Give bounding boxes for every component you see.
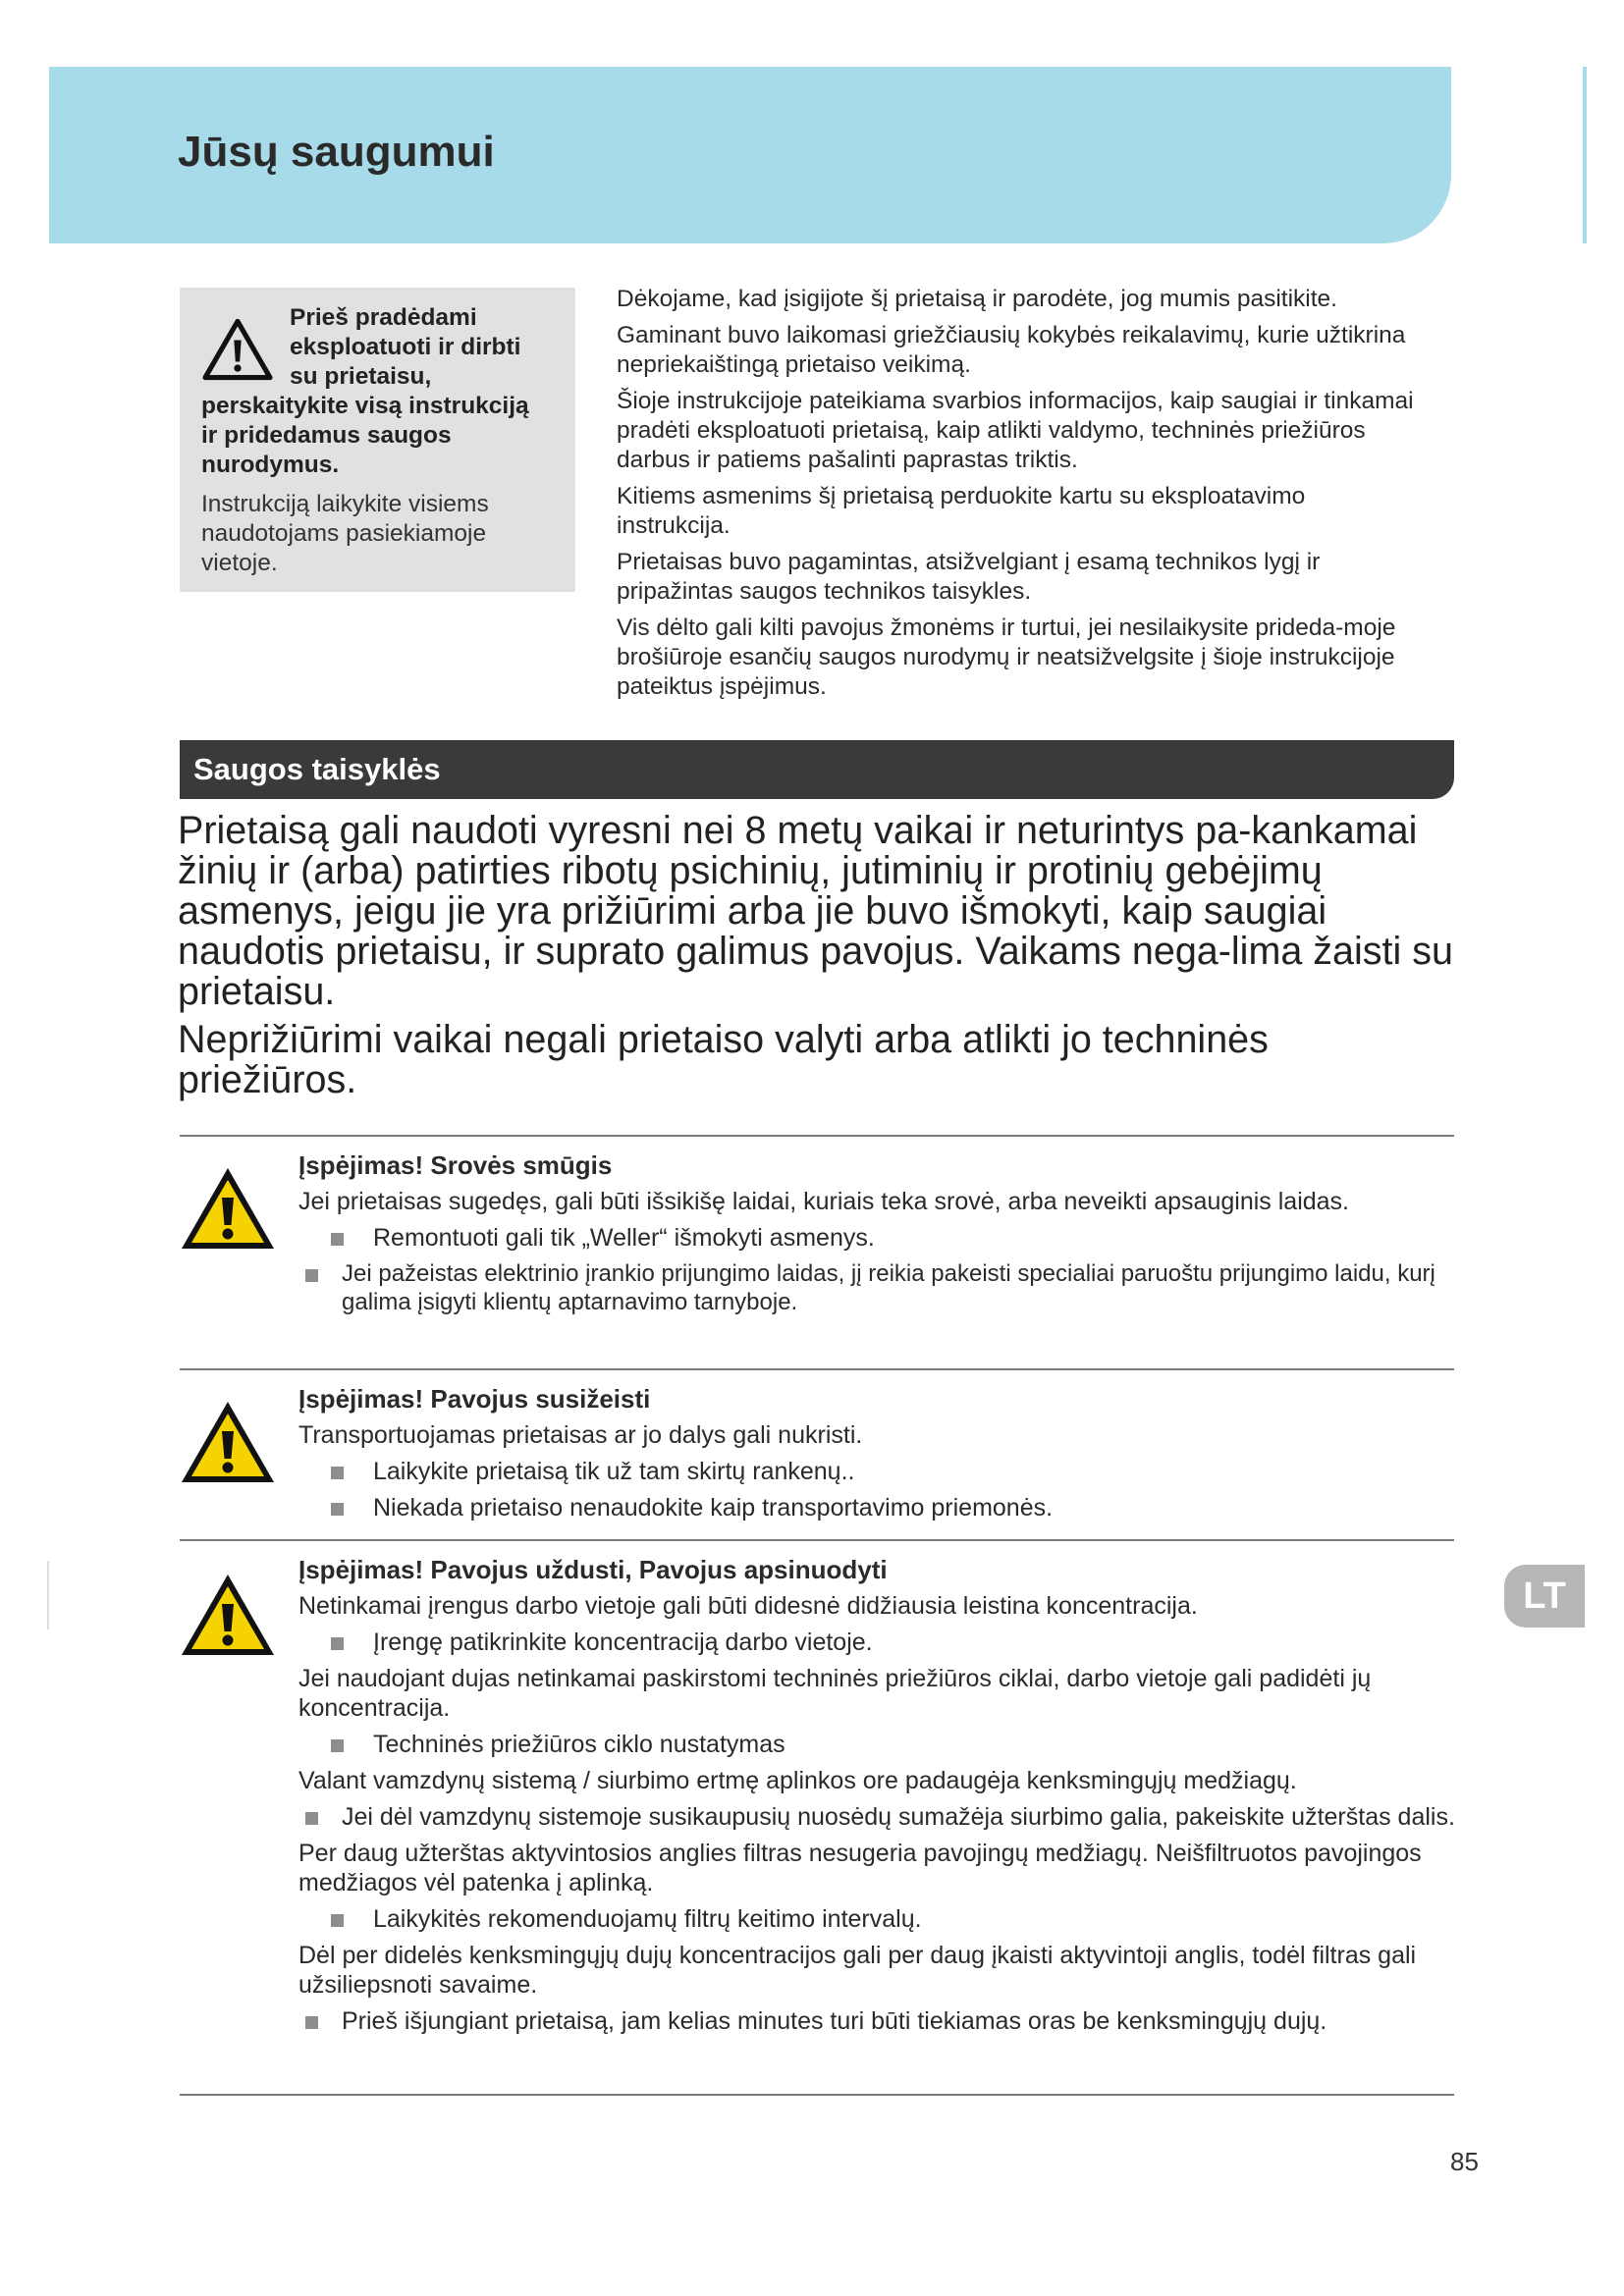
bullet-square bbox=[331, 1739, 344, 1752]
warning-electric-shock bbox=[298, 1150, 1457, 1323]
list-item: Techninės priežiūros ciklo nustatymas bbox=[298, 1730, 1457, 1759]
bullet-square bbox=[305, 2016, 318, 2029]
warning-text: Valant vamzdynų sistemą / siurbimo ertmę aplinkos ore padaugėja kenksmingųjų medžiagų. bbox=[298, 1767, 1297, 1794]
bullet-square bbox=[331, 1914, 344, 1927]
bullet-square bbox=[331, 1503, 344, 1516]
bullet-square bbox=[331, 1637, 344, 1650]
intro-paragraph: Prietaisas buvo pagamintas, atsižvelgiant į esamą technikos lygį ir pripažintas saugos technikos taisykles. bbox=[617, 549, 1321, 605]
bullet-square bbox=[331, 1233, 344, 1246]
warning-outline-icon bbox=[201, 317, 274, 382]
section-title: Saugos taisyklės bbox=[193, 752, 441, 786]
warning-injury bbox=[298, 1384, 1457, 1529]
divider bbox=[180, 1368, 1454, 1370]
bullet-square bbox=[305, 1269, 318, 1282]
section-bar bbox=[180, 740, 1454, 799]
warning-text: Transportuojamas prietaisas ar jo dalys gali nukristi. bbox=[298, 1421, 863, 1449]
warning-text: Per daug užterštas aktyvintosios anglies filtras nesugeria pavojingų medžiagų. Neišfiltruotos pavojingos medžiagos vėl patenka į aplinką. bbox=[298, 1840, 1422, 1896]
intro-paragraph: Dėkojame, kad įsigijote šį prietaisą ir parodėte, jog mumis pasitikite. bbox=[617, 286, 1337, 312]
edge-line bbox=[1583, 67, 1587, 243]
edge-line-left bbox=[47, 1561, 49, 1629]
intro-paragraph: Šioje instrukcijoje pateikiama svarbios informacijos, kaip saugiai ir tinkamai pradėti eksploatuoti prietaisą, kaip atlikti valdymo, techninės priežiūros darbus ir patiems pašalinti paprastas triktis. bbox=[617, 388, 1414, 473]
rules-paragraph: Neprižiūrimi vaikai negali prietaiso valyti arba atlikti jo techninės priežiūros. bbox=[178, 1018, 1269, 1101]
warning-title: Įspėjimas! Pavojus uždusti, Pavojus apsinuodyti bbox=[298, 1555, 888, 1584]
warning-suffocation-poisoning bbox=[298, 1555, 1457, 2043]
warning-title: Įspėjimas! Srovės smūgis bbox=[298, 1150, 613, 1180]
list-item: Įrengę patikrinkite koncentraciją darbo vietoje. bbox=[298, 1628, 1457, 1657]
notice-text: Instrukciją laikykite visiems naudotojams pasiekiamoje vietoje. bbox=[201, 491, 489, 576]
warning-icon bbox=[179, 1398, 277, 1486]
page-number: 85 bbox=[1450, 2147, 1479, 2176]
list-item: Niekada prietaiso nenaudokite kaip transportavimo priemonės. bbox=[298, 1493, 1457, 1522]
warning-text: Jei naudojant dujas netinkamai paskirstomi techninės priežiūros ciklai, darbo vietoje gali padidėti jų koncentracija. bbox=[298, 1665, 1372, 1722]
intro-paragraph: Kitiems asmenims šį prietaisą perduokite kartu su eksploatavimo instrukcija. bbox=[617, 483, 1306, 539]
bullet-square bbox=[305, 1812, 318, 1825]
intro-text bbox=[617, 285, 1422, 709]
list-item: Laikykite prietaisą tik už tam skirtų rankenų.. bbox=[298, 1457, 1457, 1486]
warning-icon bbox=[179, 1164, 277, 1253]
rules-paragraph: Prietaisą gali naudoti vyresni nei 8 metų vaikai ir neturintys pa-kankamai žinių ir (arba) patirties ribotų psichinių, jutiminių ir protinių gebėjimų asmenys, jeigu jie yra prižiūrimi arba jie buvo išmokyti, kaip saugiai naudotis prietaisu, ir suprato galimus pavojus. Vaikams nega-lima žaisti su prietaisu. bbox=[178, 809, 1453, 1013]
warning-icon bbox=[179, 1571, 277, 1659]
intro-paragraph: Gaminant buvo laikomasi griežčiausių kokybės reikalavimų, kurie užtikrina nepriekaištingą prietaiso veikimą. bbox=[617, 322, 1406, 378]
notice-bold-text: Prieš pradėdami eksploatuoti ir dirbti su prietaisu, perskaitykite visą instrukciją ir pridedamus saugos nurodymus. bbox=[201, 304, 529, 478]
warning-text: Netinkamai įrengus darbo vietoje gali būti didesnė didžiausia leistina koncentracija. bbox=[298, 1592, 1198, 1620]
divider bbox=[180, 1135, 1454, 1137]
divider bbox=[180, 1539, 1454, 1541]
warning-text: Dėl per didelės kenksmingųjų dujų koncentracijos gali per daug įkaisti aktyvintoji anglis, todėl filtras gali užsiliepsnoti savaime. bbox=[298, 1942, 1417, 1999]
safety-rules-text bbox=[178, 811, 1454, 1108]
warning-text: Jei prietaisas sugedęs, gali būti išsikišę laidai, kuriais teka srovė, arba neveikti apsauginis laidas. bbox=[298, 1188, 1349, 1215]
list-item: Prieš išjungiant prietaisą, jam kelias minutes turi būti tiekiamas oras be kenksmingųjų dujų. bbox=[298, 2006, 1457, 2036]
list-item: Remontuoti gali tik „Weller“ išmokyti asmenys. bbox=[298, 1223, 1457, 1253]
list-item: Jei dėl vamzdynų sistemoje susikaupusių nuosėdų sumažėja siurbimo galia, pakeiskite užterštas dalis. bbox=[298, 1802, 1457, 1832]
bullet-square bbox=[331, 1467, 344, 1479]
divider bbox=[180, 2094, 1454, 2096]
notice-box bbox=[180, 288, 575, 592]
list-item: Jei pažeistas elektrinio įrankio prijungimo laidas, jį reikia pakeisti specialiai paruoštu prijungimo laidu, kurį galima įsigyti klientų aptarnavimo tarnyboje. bbox=[298, 1259, 1457, 1316]
warning-title: Įspėjimas! Pavojus susižeisti bbox=[298, 1384, 651, 1414]
page-title: Jūsų saugumui bbox=[178, 128, 495, 176]
intro-paragraph: Vis dėlto gali kilti pavojus žmonėms ir turtui, jei nesilaikysite prideda-moje brošiūroje esančių saugos nurodymų ir neatsižvelgsite į šioje instrukcijoje pateiktus įspėjimus. bbox=[617, 614, 1396, 700]
list-item: Laikykitės rekomenduojamų filtrų keitimo intervalų. bbox=[298, 1904, 1457, 1934]
language-tab: LT bbox=[1504, 1565, 1585, 1628]
